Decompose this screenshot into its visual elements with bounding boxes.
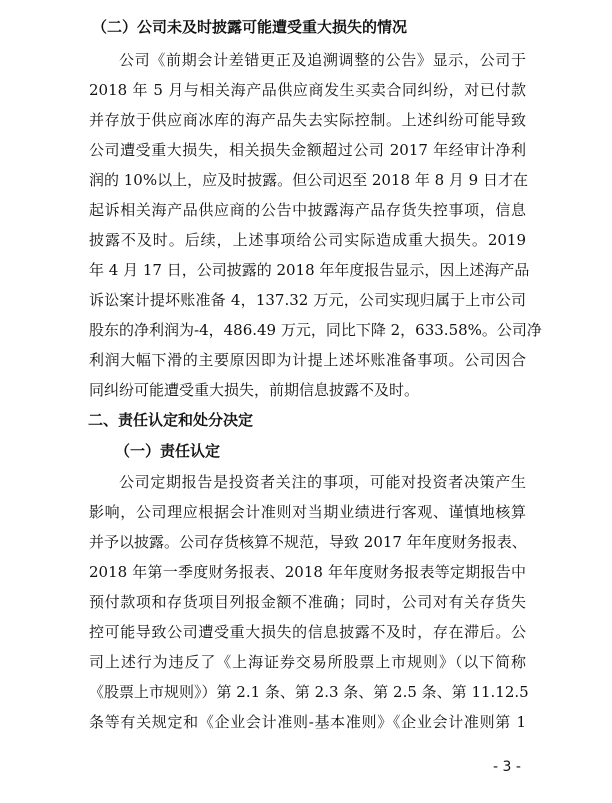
paragraph-line: 诉讼案计提坏账准备 4，137.32 万元，公司实现归属于上市公司 (89, 291, 526, 309)
section-heading: （二）公司未及时披露可能遭受重大损失的情况 (92, 18, 408, 36)
paragraph-line: 并存放于供应商冰库的海产品失去实际控制。上述纠纷可能导致 (89, 111, 526, 129)
part-heading: 二、责任认定和处分决定 (88, 411, 254, 429)
paragraph-line: 并予以披露。公司存货核算不规范，导致 2017 年年度财务报表、 (89, 533, 527, 551)
paragraph-line: 披露不及时。后续，上述事项给公司实际造成重大损失。2019 (89, 231, 526, 249)
paragraph-line: 司上述行为违反了《上海证券交易所股票上市规则》（以下简称 (89, 653, 526, 671)
paragraph-line: 影响，公司理应根据会计准则对当期业绩进行客观、谨慎地核算 (89, 503, 526, 521)
paragraph-line: 年 4 月 17 日，公司披露的 2018 年年度报告显示，因上述海产品 (89, 261, 530, 279)
paragraph-line: 2018 年第一季度财务报表、2018 年年度财务报表等定期报告中 (89, 563, 526, 581)
sub-heading: （一）责任认定 (115, 442, 221, 460)
paragraph-line: 公司定期报告是投资者关注的事项，可能对投资者决策产生 (119, 473, 526, 491)
paragraph-line: 公司遭受重大损失，相关损失金额超过公司 2017 年经审计净利 (89, 141, 526, 159)
paragraph-line: 起诉相关海产品供应商的公告中披露海产品存货失控事项，信息 (89, 201, 526, 219)
paragraph-line: 润的 10%以上，应及时披露。但公司迟至 2018 年 8 月 9 日才在 (89, 171, 528, 189)
paragraph-line: 公司《前期会计差错更正及追溯调整的公告》显示，公司于 (119, 51, 526, 69)
paragraph-line: 控可能导致公司遭受重大损失的信息披露不及时，存在滞后。公 (89, 623, 526, 641)
paragraph-line: 利润大幅下滑的主要原因即为计提上述坏账准备事项。公司因合 (89, 351, 526, 369)
paragraph-line: 2018 年 5 月与相关海产品供应商发生买卖合同纠纷，对已付款 (89, 81, 526, 99)
paragraph-line: 预付款项和存货项目列报金额不准确；同时，公司对有关存货失 (89, 593, 526, 611)
paragraph-undisclosed-losses (89, 45, 542, 405)
paragraph-line: 《股票上市规则》）第 2.1 条、第 2.3 条、第 2.5 条、第 11.12.5 (89, 683, 529, 701)
paragraph-line: 同纠纷可能遭受重大损失，前期信息披露不及时。 (89, 381, 420, 399)
page-number: - 3 - (493, 759, 521, 775)
paragraph-responsibility (89, 467, 529, 737)
paragraph-line: 条等有关规定和《企业会计准则-基本准则》《企业会计准则第 1 (89, 713, 526, 731)
paragraph-line: 股东的净利润为-4，486.49 万元，同比下降 2，633.58%。公司净 (89, 321, 542, 339)
